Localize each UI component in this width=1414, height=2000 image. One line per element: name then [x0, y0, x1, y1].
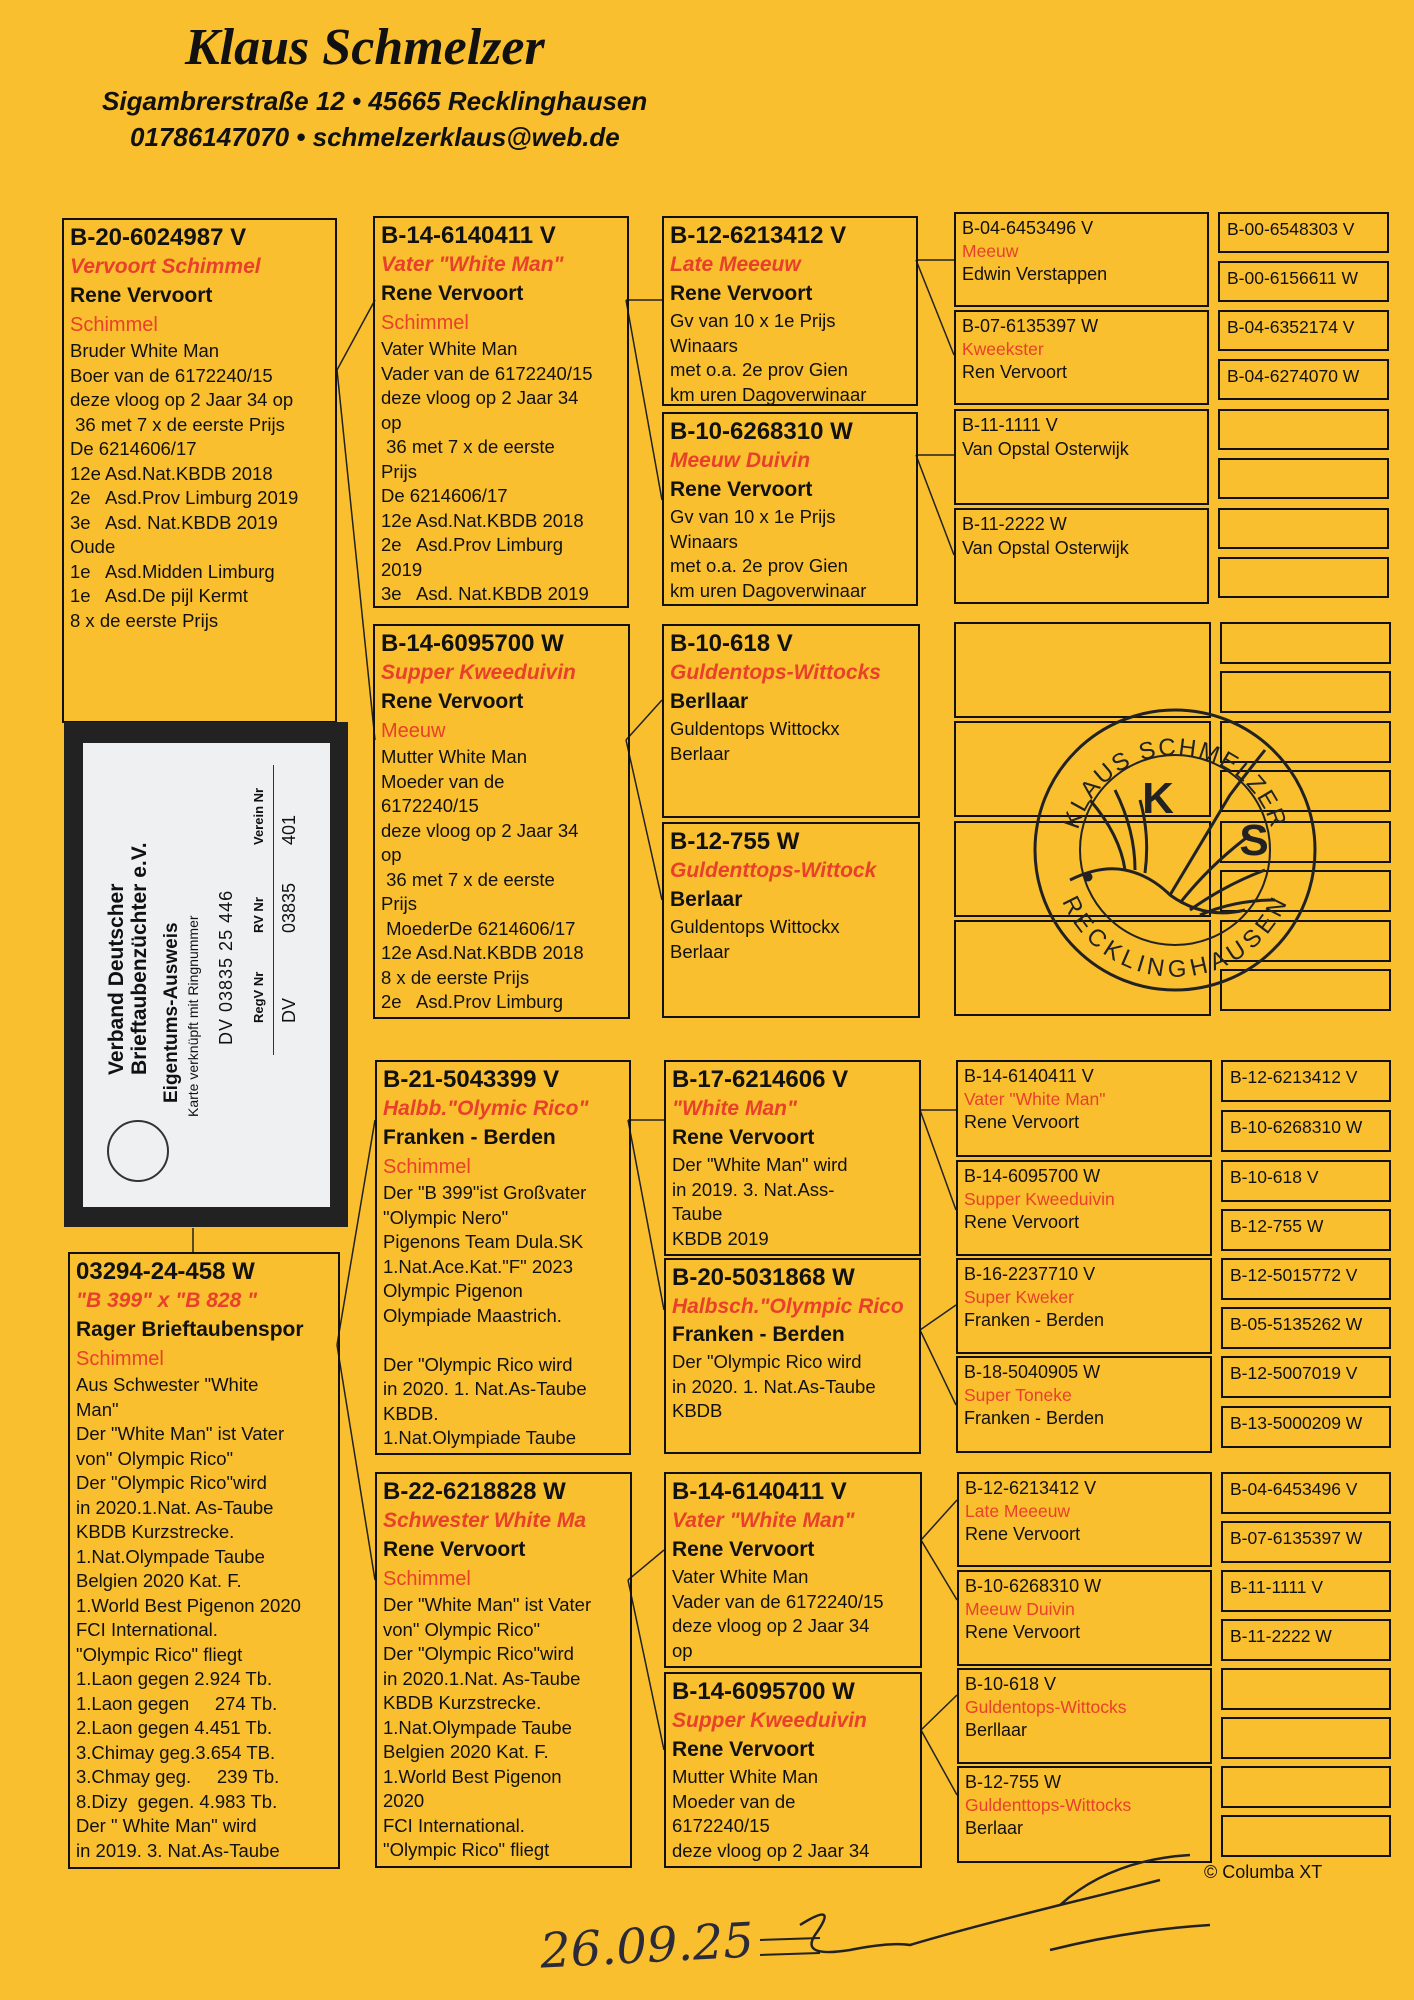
pigeon-notes: Der "White Man" wird in 2019. 3. Nat.Ass- Taube KBDB 2019 [672, 1154, 848, 1249]
ring-number: B-12-6213412 V [670, 222, 847, 249]
pigeon-name: Meeuw Duivin [965, 1599, 1075, 1619]
ring-number: B-11-2222 W [962, 514, 1067, 534]
owner-name: Berllaar [965, 1720, 1028, 1740]
breeder-address: Sigambrerstraße 12 • 45665 Recklinghausen [102, 86, 648, 116]
pigeon-name: Super Kweker [964, 1287, 1074, 1307]
gen5-box: B-04-6274070 W [1218, 359, 1389, 400]
gen5-box: B-12-6213412 V [1221, 1060, 1391, 1102]
owner-name: Rene Vervoort [381, 690, 524, 713]
ring-number: B-14-6140411 V [672, 1478, 847, 1505]
pigeon-name: Halbsch."Olympic Rico [672, 1295, 904, 1318]
owner-name: Franken - Berden [964, 1310, 1105, 1330]
owner-name: Rene Vervoort [672, 1738, 815, 1761]
gen5-box: B-04-6453496 V [1221, 1472, 1391, 1514]
card-col-regv: RegV Nr [251, 971, 266, 1023]
owner-name: Van Opstal Osterwijk [962, 439, 1129, 459]
pigeon-color: Schimmel [70, 314, 158, 336]
pigeon-notes: Der "White Man" ist Vater von" Olympic Rico" Der "Olympic Rico"wird in 2020.1.Nat. As-Taube KBDB Kurzstrecke. 1.Nat.Olympade Taube Belgien 2020 Kat. F. 1.World Best Pigenon 2020 FCI International. "Olympic Rico" fliegt [383, 1594, 592, 1860]
ring-number: B-17-6214606 V [672, 1066, 849, 1093]
pigeon-name: Supper Kweeduivin [381, 661, 576, 684]
gen5-box: B-10-6268310 W [1221, 1110, 1391, 1152]
ring-number: B-12-755 W [965, 1772, 1062, 1792]
gen5-box: B-04-6352174 V [1218, 310, 1389, 351]
owner-name: Berlaar [965, 1818, 1024, 1838]
card-val-regv: DV [279, 997, 299, 1023]
pigeon-notes: Mutter White Man Moeder van de 6172240/15 deze vloog op 2 Jaar 34 op 36 met 7 x de eerste Prijs MoederDe 6214606/17 12e Asd.Nat.KBDB 2018 8 x de eerste Prijs 2e Asd.Prov Limburg [381, 746, 584, 1012]
handwritten-date: 26.09.25 [538, 1912, 756, 1980]
gen5-box: B-05-5135262 W [1221, 1307, 1391, 1349]
ring-number: B-04-6453496 V [962, 218, 1094, 238]
card-val-rv: 03835 [279, 882, 299, 933]
pigeon-name: Late Meeeuw [670, 253, 801, 276]
owner-name: Franken - Berden [383, 1126, 556, 1149]
card-subtitle: Karte verknüpft mit Ringnummer [185, 915, 201, 1117]
ring-number: B-14-6140411 V [964, 1066, 1094, 1086]
owner-name: Rene Vervoort [672, 1538, 815, 1561]
ring-number: B-20-5031868 W [672, 1264, 855, 1291]
ring-number: 03294-24-458 W [76, 1258, 255, 1285]
pigeon-name: "White Man" [672, 1097, 797, 1120]
owner-name: Rene Vervoort [383, 1538, 526, 1561]
pigeon-name: Guldenttops-Wittock [670, 859, 877, 882]
ring-number: B-20-6024987 V [70, 224, 247, 251]
stamp-bottom-text: RECKLINGHAUSEN [1056, 891, 1294, 984]
owner-name: Franken - Berden [964, 1408, 1105, 1428]
copyright-label: © Columba XT [1204, 1862, 1323, 1882]
ring-number: B-14-6095700 W [964, 1166, 1101, 1186]
pigeon-name: Schwester White Ma [383, 1509, 587, 1532]
owner-name: Berllaar [670, 690, 749, 713]
pigeon-name: Meeuw [962, 241, 1019, 261]
gen5-box: B-07-6135397 W [1221, 1521, 1391, 1563]
stamp-letter-s: S [1239, 816, 1269, 865]
owner-name: Rene Vervoort [964, 1212, 1080, 1232]
pigeon-name: Halbb."Olymic Rico" [383, 1097, 589, 1120]
owner-name: Rene Vervoort [965, 1524, 1081, 1544]
gen5-box: B-13-5000209 W [1221, 1406, 1391, 1448]
pigeon-color: Schimmel [383, 1156, 471, 1178]
pigeon-name: Guldentops-Wittocks [670, 661, 881, 684]
pigeon-notes: Mutter White Man Moeder van de 6172240/15 deze vloog op 2 Jaar 34 [672, 1766, 870, 1861]
owner-name: Edwin Verstappen [962, 264, 1108, 284]
breeder-name: Klaus Schmelzer [185, 19, 545, 76]
pigeon-color: Schimmel [383, 1568, 471, 1590]
pigeon-name: Meeuw Duivin [670, 449, 811, 472]
ring-number: B-12-755 W [670, 828, 800, 855]
owner-name: Rene Vervoort [670, 478, 813, 501]
pigeon-notes: Vater White Man Vader van de 6172240/15 deze vloog op 2 Jaar 34 op [672, 1566, 884, 1661]
stamp-top-text: KLAUS SCHMELZER [1057, 733, 1293, 833]
pigeon-notes: Guldentops Wittockx Berlaar [670, 718, 840, 764]
gen5-box: B-11-2222 W [1221, 1619, 1391, 1661]
gen5-box: B-10-618 V [1221, 1160, 1391, 1202]
owner-name: Van Opstal Osterwijk [962, 538, 1129, 558]
pigeon-color: Meeuw [381, 720, 446, 742]
ring-number: B-07-6135397 W [962, 316, 1099, 336]
gen5-box: B-12-755 W [1221, 1209, 1391, 1251]
ring-number: B-14-6095700 W [672, 1678, 855, 1705]
owner-name: Ren Vervoort [962, 362, 1068, 382]
card-title: Eigentums-Ausweis [161, 922, 182, 1103]
pigeon-name: Vervoort Schimmel [70, 255, 261, 278]
owner-name: Franken - Berden [672, 1323, 845, 1346]
owner-name: Rene Vervoort [670, 282, 813, 305]
breeder-contact: 01786147070 • schmelzerklaus@web.de [130, 122, 620, 152]
pigeon-notes: Gv van 10 x 1e Prijs Winaars met o.a. 2e prov Gien km uren Dagoverwinaar [670, 506, 867, 601]
owner-name: Berlaar [670, 888, 743, 911]
pigeon-name: "B 399" x "B 828 " [76, 1289, 258, 1312]
pigeon-name: Vater "White Man" [672, 1509, 855, 1532]
pigeon-color: Schimmel [381, 312, 469, 334]
ring-number: B-14-6140411 V [381, 222, 556, 249]
ring-number: B-10-618 V [965, 1674, 1057, 1694]
ring-number: B-18-5040905 W [964, 1362, 1101, 1382]
pigeon-name: Late Meeeuw [965, 1501, 1071, 1521]
card-ring-number: DV 03835 25 446 [216, 889, 236, 1045]
pigeon-notes: Aus Schwester "White Man" Der "White Man" ist Vater von" Olympic Rico" Der "Olympic Rico"wird in 2020.1.Nat. As-Taube KBDB Kurzstrecke. 1.Nat.Olympade Taube Belgien 2020 Kat. F. 1.World Best Pigenon 2020 FCI International. "Olympic Rico" fliegt 1.Laon gegen 2.924 Tb. 1.Laon gegen 274 Tb. 2.Laon gegen 4.451 Tb. 3.Chimay geg.3.654 TB. 3.Chmay geg. 239 Tb. 8.Dizy gegen. 4.983 Tb. Der " White Man" wird in 2019. 3. Nat.As-Taube [76, 1374, 301, 1861]
card-col-rv: RV Nr [251, 897, 266, 933]
gen5-box: B-12-5015772 V [1221, 1258, 1391, 1300]
owner-name: Rager Brieftaubenspor [76, 1318, 304, 1341]
pigeon-notes: Gv van 10 x 1e Prijs Winaars met o.a. 2e prov Gien km uren Dagoverwinaar [670, 310, 867, 405]
pigeon-color: Schimmel [76, 1348, 164, 1370]
card-org-line1: Verband Deutscher [105, 883, 128, 1075]
ring-number: B-16-2237710 V [964, 1264, 1096, 1284]
ring-number: B-22-6218828 W [383, 1478, 566, 1505]
card-org-line2: Brieftaubenzüchter e.V. [128, 842, 151, 1075]
pigeon-name: Vater "White Man" [964, 1089, 1106, 1109]
owner-name: Rene Vervoort [964, 1112, 1080, 1132]
gen5-box: B-00-6156611 W [1218, 261, 1389, 302]
owner-name: Rene Vervoort [70, 284, 213, 307]
pigeon-name: Vater "White Man" [381, 253, 564, 276]
pigeon-notes: Bruder White Man Boer van de 6172240/15 deze vloog op 2 Jaar 34 op 36 met 7 x de eerste Prijs De 6214606/17 12e Asd.Nat.KBDB 2018 2e Asd.Prov Limburg 2019 3e Asd. Nat.KBDB 2019 Oude 1e Asd.Midden Limburg 1e Asd.De pijl Kermt 8 x de eerste Prijs [70, 340, 299, 631]
ring-number: B-14-6095700 W [381, 630, 564, 657]
gen5-box: B-12-5007019 V [1221, 1356, 1391, 1398]
ring-number: B-10-6268310 W [965, 1576, 1102, 1596]
stamp-letter-k: K [1142, 774, 1174, 823]
ring-number: B-10-6268310 W [670, 418, 853, 445]
gen5-box: B-11-1111 V [1221, 1570, 1391, 1612]
ring-number: B-21-5043399 V [383, 1066, 560, 1093]
pigeon-name: Guldenttops-Wittocks [965, 1795, 1132, 1815]
pigeon-name: Guldentops-Wittocks [965, 1697, 1127, 1717]
pigeon-notes: Der "Olympic Rico wird in 2020. 1. Nat.As-Taube KBDB [672, 1351, 876, 1421]
ring-number: B-11-1111 V [962, 415, 1058, 435]
pigeon-notes: Vater White Man Vader van de 6172240/15 deze vloog op 2 Jaar 34 op 36 met 7 x de eerste Prijs De 6214606/17 12e Asd.Nat.KBDB 2018 2e Asd.Prov Limburg 2019 3e Asd. Nat.KBDB 2019 [381, 338, 593, 604]
owner-name: Rene Vervoort [965, 1622, 1081, 1642]
card-col-verein: Verein Nr [251, 787, 266, 845]
pigeon-name: Supper Kweeduivin [964, 1189, 1115, 1209]
owner-name: Rene Vervoort [381, 282, 524, 305]
pigeon-name: Supper Kweeduivin [672, 1709, 867, 1732]
pigeon-name: Super Toneke [964, 1385, 1072, 1405]
card-val-verein: 401 [279, 814, 299, 845]
pigeon-notes: Guldentops Wittockx Berlaar [670, 916, 840, 962]
ring-number: B-12-6213412 V [965, 1478, 1097, 1498]
pigeon-name: Kweekster [962, 339, 1044, 359]
ring-number: B-10-618 V [670, 630, 793, 657]
owner-name: Rene Vervoort [672, 1126, 815, 1149]
gen5-box: B-00-6548303 V [1218, 212, 1389, 253]
pigeon-notes: Der "B 399"ist Großvater "Olympic Nero" Pigenons Team Dula.SK 1.Nat.Ace.Kat."F" 2023 Olympic Pigenon Olympiade Maastrich. Der "Olympic Rico wird in 2020. 1. Nat.As-Taube KBDB. 1.Nat.Olympiade Taube [383, 1182, 587, 1448]
